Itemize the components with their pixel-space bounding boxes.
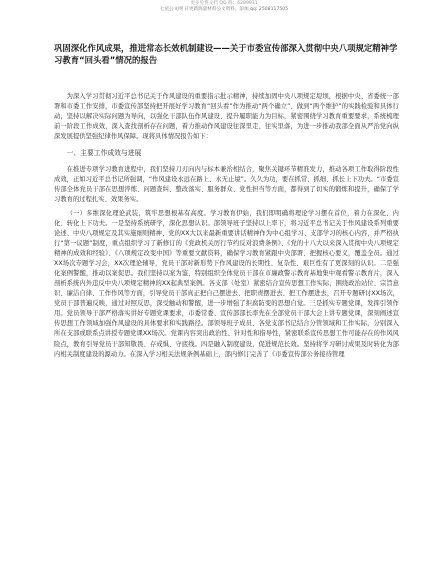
section-heading: 一、主要工作成效与进展 <box>66 149 142 158</box>
document-title: 巩固深化作风成果，推进常态长效机制建设——关于市委宣传部深入贯彻中央八项规定精神学习教育“回头看”情况的报告 <box>54 43 398 65</box>
header-line-1: 更多免费文档 QQ 群：6289931 <box>190 1 258 6</box>
header-line-2: 七星公文网 日更新海量材料公文资料。添加 qq: 2508117505 <box>159 7 289 12</box>
intro-paragraph: 为深入学习贯彻习近平总书记关于作风建设的重要指示批示精神，持续加固中央八项规定堤坝，根据中央、省委统一部署和市委工作安排，市委宣传部坚持把开展好学习教育“回头看”作为推动“两个确立”、做到“两个维护”的实践检验和具体行动，坚持以解决实际问题为导向，以强化干部队伍作风建设、提升履职能力为目标，紧密围绕学习教育重要要求，系统梳理前一阶段工作成效，深入查找剖析存在问题，着力推动作风建设往深里走、往实里落，为进一步推动我部全面从严治党向纵深发展提供坚强纪律作风保障。现将具体情况报告如下： <box>54 93 399 141</box>
body-paragraph: 在推进专项学习教育进程中，我们坚持刀刃向内与标本兼治相结合，聚焦关键环节精准发力，推动各项工作取得阶段性成效，正如习近平总书记所强调，“作风建设永远在路上、永无止境”。久久为功，要在抓常、抓细、抓长上下功夫。“市委宣传部全体党员干部在思想淬炼、问题查纠、整改落实、服务群众、党性担当等方面，都得到了切实的锻炼和提升，确保了学习教育的过程扎实、效果务实。 <box>54 165 399 203</box>
document-body <box>54 92 399 364</box>
page-header <box>0 0 448 22</box>
body-paragraph: （一）多维深化理论武装，筑牢思想根基有高度。学习教育伊始，我们即明确将理论学习摆在首位，着力在深化、内化、转化上下功夫。一是坚持系统研学，深化思想认识。部领导班子坚持以上率下，将习近平总书记关于作风建设系列重要论述、中央八项规定及其实施细则精神、党的XX大以来最新重要讲话精神作为中心组学习、支部学习的核心内容，并严格执行“第一议题”制度，重点组织学习了新修订的《党政机关厉行节约反对浪费条例》、《党的十八大以来深入贯彻中央八项规定精神的成效和经验》、《八项规定改变中国》等重要文献资料，确保学习教育紧跟中央部署、把握核心要义，覆盖全员。通过XX场次专题学习会，XX次理论辅导，党员干部对新形势下作风建设的长期性、复杂性、艰巨性有了更深刻的认识。二是强化案例警醒，推动以案促思。我们坚持以案为鉴，特别组织全体党员干部在市廉政警示教育基地集中观看警示教育片，深入剖析系统内外违反中央八项规定精神的XX起典型案例。各支部（处室）紧密结合宣传思想工作实际，围绕政治站位、宗旨意识、廉洁自律、工作作风等方面，引导党员干部真正把自己摆进去、把职责摆进去、把工作摆进去，召开专题研讨XX场次，党员干部普遍反映，通过对照反思，深受触动和警醒，进一步增强了拒腐防变的思想自觉。三是抓实专题党课，发挥引领作用。党员领导干部严格落实讲好专题党课要求，市委常委、宣传部部长率先在全部党员干部大会上讲专题党课，深刻阐述宣传思想工作领域加强作风建设的具体要求和实践路径。部领导班子成员、各党支部书记结合分管领域和工作实际，分别深入所在支部或联系点讲授专题党课XX场次。党课内容突出政治性、针对性和指导性，紧密联系宣传思想工作可能存在的作风风险点，教育引导党员干部知敬畏、存戒惧、守底线。四是融入制度建设，促进规范长效。坚持将学习研讨成果及时转化为部内相关制度建设的源动力。在深入学习相关法规条例基础上，部内修订完善了《市委宣传部公务接待管理 <box>54 209 399 358</box>
